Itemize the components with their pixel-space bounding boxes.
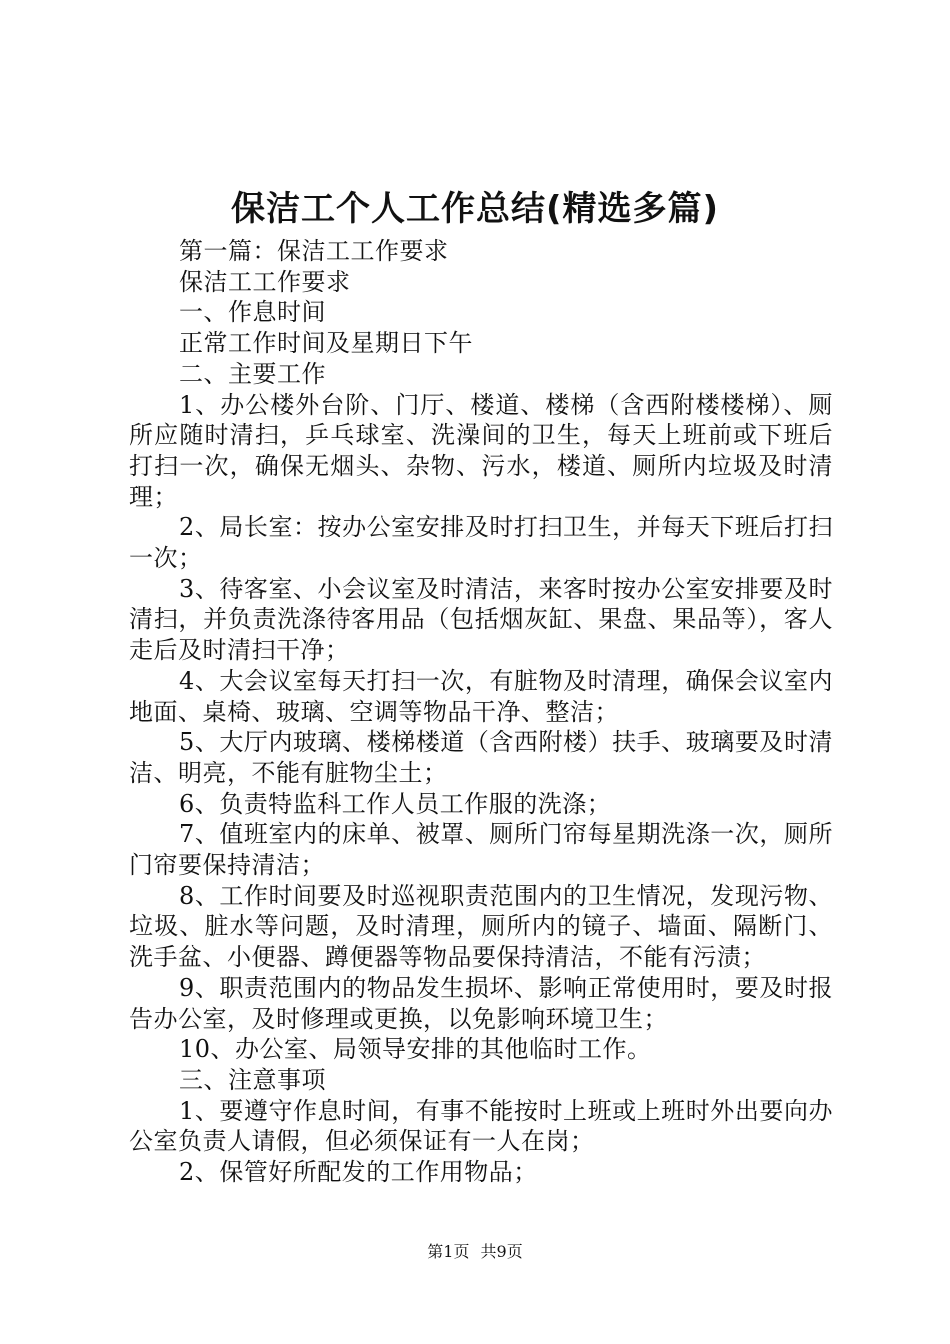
list-item: 3、待客室、小会议室及时清洁，来客时按办公室安排要及时清扫，并负责洗涤待客用品（包括烟灰缸、果盘、果品等），客人走后及时清扫干净； [129, 574, 833, 665]
list-item: 1、要遵守作息时间，有事不能按时上班或上班时外出要向办公室负责人请假，但必须保证有一人在岗； [129, 1096, 833, 1156]
paragraph: 正常工作时间及星期日下午 [179, 329, 473, 358]
page-total: 共9页 [480, 1242, 523, 1261]
document-body [129, 236, 833, 1188]
list-item: 1、办公楼外台阶、门厅、楼道、楼梯（含西附楼楼梯）、厕所应随时清扫，乒乓球室、洗澡间的卫生，每天上班前或下班后打扫一次，确保无烟头、杂物、污水，楼道、厕所内垃圾及时清理； [129, 390, 833, 511]
list-item: 9、职责范围内的物品发生损坏、影响正常使用时，要及时报告办公室，及时修理或更换，以免影响环境卫生； [129, 973, 833, 1033]
paragraph: 第一篇：保洁工工作要求 [179, 237, 449, 265]
list-item: 8、工作时间要及时巡视职责范围内的卫生情况，发现污物、垃圾、脏水等问题，及时清理，厕所内的镜子、墙面、隔断门、洗手盆、小便器、蹲便器等物品要保持清洁，不能有污渍； [129, 881, 833, 972]
list-item: 5、大厅内玻璃、楼梯楼道（含西附楼）扶手、玻璃要及时清洁、明亮，不能有脏物尘土； [129, 728, 833, 787]
list-item: 2、局长室：按办公室安排及时打扫卫生，并每天下班后打扫一次； [129, 513, 833, 573]
list-item: 2、保管好所配发的工作用物品； [179, 1158, 538, 1187]
section-heading: 一、作息时间 [179, 298, 326, 327]
list-item: 6、负责特监科工作人员工作服的洗涤； [179, 789, 612, 818]
page-number: 第1页 [427, 1242, 470, 1261]
list-item: 7、值班室内的床单、被罩、厕所门帘每星期洗涤一次，厕所门帘要保持清洁； [129, 820, 833, 880]
list-item: 10、办公室、局领导安排的其他临时工作。 [179, 1035, 652, 1064]
section-heading: 三、注意事项 [179, 1065, 326, 1094]
paragraph: 保洁工工作要求 [179, 267, 351, 296]
list-item: 4、大会议室每天打扫一次，有脏物及时清理，确保会议室内地面、桌椅、玻璃、空调等物品干净、整洁； [129, 666, 833, 726]
page-footer [0, 1242, 950, 1262]
document-title: 保洁工个人工作总结(精选多篇) [230, 189, 720, 229]
section-heading: 二、主要工作 [179, 359, 326, 388]
